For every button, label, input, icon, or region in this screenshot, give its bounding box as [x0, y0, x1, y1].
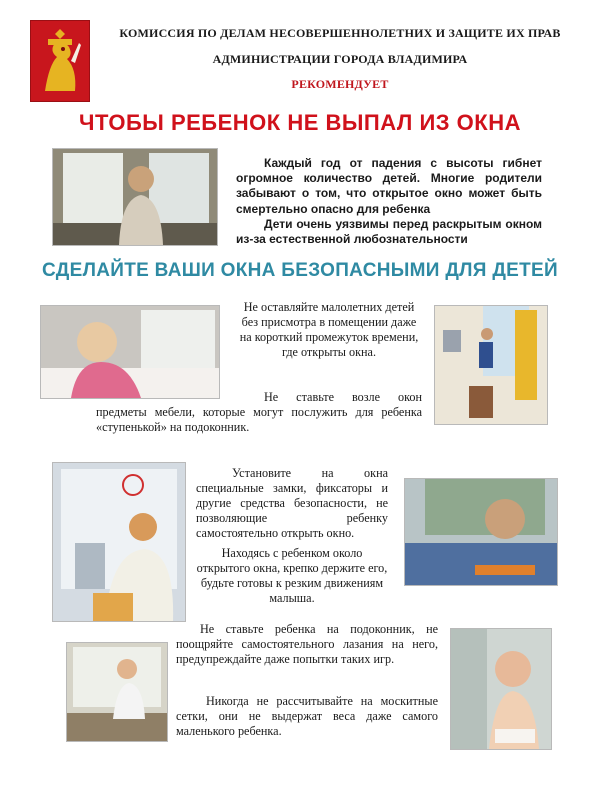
tip-hold-child: Находясь с ребенком около открытого окна, крепко держите его, будьте готовы к резким движениям малыша.	[196, 546, 388, 605]
intro-paragraph-2: Дети очень уязвимы перед раскрытым окном из-за естественной любознательности	[236, 216, 542, 247]
header-line-commission: КОМИССИЯ ПО ДЕЛАМ НЕСОВЕРШЕННОЛЕТНИХ И ЗАЩИТЕ ИХ ПРАВ	[119, 26, 561, 40]
photo-girl-at-window	[40, 305, 220, 399]
tip-supervision: Не оставляйте малолетних детей без присмотра в помещении даже на короткий промежуток времени, где открыты окна.	[239, 300, 419, 359]
tip-locks: Установите на окна специальные замки, фиксаторы и другие средства безопасности, не позволяющие ребенку самостоятельно открыть окно.	[196, 466, 388, 540]
header-line-recommends: РЕКОМЕНДУЕТ	[291, 77, 389, 91]
photo-baby	[450, 628, 552, 750]
header-line-administration: АДМИНИСТРАЦИИ ГОРОДА ВЛАДИМИРА	[212, 52, 468, 66]
intro-text	[236, 156, 542, 247]
tip-mosquito-nets: Никогда не рассчитывайте на москитные сетки, они не выдержат веса даже самого маленького ребенка.	[176, 694, 438, 738]
section-subtitle: СДЕЛАЙТЕ ВАШИ ОКНА БЕЗОПАСНЫМИ ДЛЯ ДЕТЕЙ	[42, 260, 558, 281]
photo-child-at-window	[52, 148, 218, 246]
photo-child-with-blanket	[404, 478, 558, 586]
page-title: ЧТОБЫ РЕБЕНОК НЕ ВЫПАЛ ИЗ ОКНА	[79, 110, 521, 135]
intro-paragraph-1: Каждый год от падения с высоты гибнет огромное количество детей. Многие родители забывают о том, что открытое окно может быть смертельно опасно для ребенка	[236, 156, 542, 216]
photo-child-on-windowsill	[66, 642, 168, 742]
city-crest-logo	[30, 20, 90, 102]
tip-furniture: Не ставьте возле окон предметы мебели, которые могут послужить для ребенка «ступенькой» на подоконник.	[96, 390, 422, 434]
tip-windowsill: Не ставьте ребенка на подоконник, не поощряйте самостоятельного лазания на него, предупреждайте даже попытки таких игр.	[176, 622, 438, 666]
photo-child-climbing-furniture	[434, 305, 548, 425]
photo-child-reaching-handle	[52, 462, 186, 622]
